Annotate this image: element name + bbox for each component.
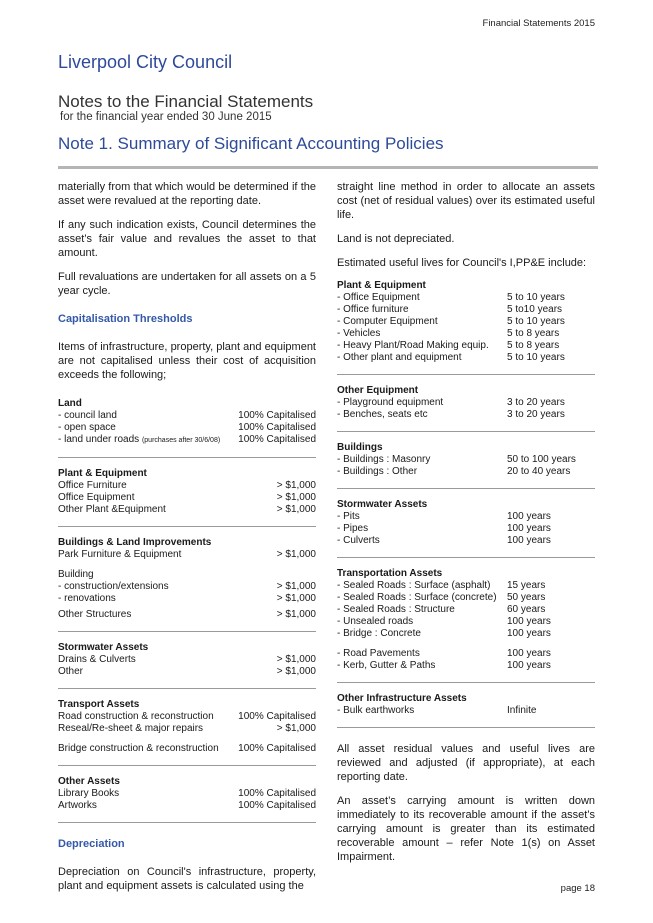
divider [337, 374, 595, 375]
row-label: - Unsealed roads [337, 616, 414, 627]
row-value: 3 to 20 years [507, 409, 565, 420]
row-label: Other [58, 666, 84, 677]
table-row [337, 328, 595, 340]
row-label: - Bulk earthworks [337, 705, 415, 716]
row-value: 15 years [507, 580, 546, 591]
roads-label: - land under roads [58, 434, 140, 445]
row-value: Infinite [507, 705, 537, 716]
stormwater-table [58, 642, 316, 678]
row-label: - Office Equipment [337, 292, 420, 303]
row-value: 100 years [507, 648, 551, 659]
row-value: > $1,000 [276, 593, 316, 604]
row-label: - Kerb, Gutter & Paths [337, 660, 436, 671]
table-row [337, 580, 595, 592]
row-label: - Buildings : Other [337, 466, 418, 477]
table-row [337, 304, 595, 316]
row-label: Bridge construction & reconstruction [58, 743, 219, 754]
table-row [58, 504, 316, 516]
table-title: Other Equipment [337, 385, 419, 396]
left-column [58, 180, 316, 903]
row-value: 60 years [507, 604, 546, 615]
row-value: 100 years [507, 523, 551, 534]
plant-table [58, 468, 316, 516]
row-value: 5 to10 years [507, 304, 563, 315]
row-value: 100 years [507, 535, 551, 546]
table-title: Buildings [337, 442, 383, 453]
row-value: 100 years [507, 628, 551, 639]
row-label: - Pits [337, 511, 360, 522]
table-title: Stormwater Assets [58, 642, 149, 653]
row-value: 100 years [507, 616, 551, 627]
table-row [58, 743, 316, 755]
table-row [58, 723, 316, 735]
capitalisation-heading: Capitalisation Thresholds [58, 313, 193, 325]
row-label: - Playground equipment [337, 397, 444, 408]
paragraph: Depreciation on Council's infrastructure, property, plant and equipment assets is calculated using the [58, 866, 316, 892]
land-table [58, 398, 316, 447]
row-value: 100 years [507, 511, 551, 522]
table-row [58, 593, 316, 605]
table-row [58, 569, 316, 581]
table-row [58, 800, 316, 812]
row-label: Library Books [58, 788, 120, 799]
row-value: 100% Capitalised [238, 800, 316, 811]
divider [337, 431, 595, 432]
table-title: Plant & Equipment [58, 468, 147, 479]
row-value: > $1,000 [276, 492, 316, 503]
row-label [58, 434, 220, 447]
row-label: Drains & Culverts [58, 654, 136, 665]
roads-note: (purchases after 30/6/08) [141, 437, 221, 444]
table-row [58, 654, 316, 666]
row-value: > $1,000 [276, 666, 316, 677]
row-label: Road construction & reconstruction [58, 711, 214, 722]
other-assets-table [58, 776, 316, 812]
council-name: Liverpool City Council [58, 52, 233, 72]
table-row [58, 549, 316, 561]
paragraph: Full revaluations are undertaken for all assets on a 5 year cycle. [58, 271, 316, 297]
row-value: 100% Capitalised [238, 743, 316, 754]
divider [58, 765, 316, 766]
table-row [58, 711, 316, 723]
table-row [337, 604, 595, 616]
paragraph: If any such indication exists, Council determines the asset’s fair value and revalues the asset to that amount. [58, 219, 316, 259]
note-heading: Note 1. Summary of Significant Accounting Policies [58, 134, 444, 153]
paragraph: An asset’s carrying amount is written down immediately to its recoverable amount if the asset’s carrying amount is greater than its estimated recoverable amount – refer Note 1(s) on Asset Impairment. [337, 795, 595, 863]
other-equipment-table [337, 385, 595, 421]
table-row [337, 648, 595, 660]
row-value: > $1,000 [276, 504, 316, 515]
table-row [337, 466, 595, 478]
notes-title: Notes to the Financial Statements [58, 92, 314, 111]
table-row [337, 523, 595, 535]
row-label: - Sealed Roads : Structure [337, 604, 455, 615]
table-title: Other Infrastructure Assets [337, 693, 467, 704]
row-label: - renovations [58, 593, 116, 604]
stormwater-lives-table [337, 499, 595, 547]
row-value: > $1,000 [276, 581, 316, 592]
row-label: - Heavy Plant/Road Making equip. [337, 340, 489, 351]
transport-table [58, 699, 316, 755]
table-title: Transport Assets [58, 699, 140, 710]
table-row [337, 616, 595, 628]
row-value: 100% Capitalised [238, 434, 316, 445]
row-value: > $1,000 [276, 609, 316, 620]
paragraph: All asset residual values and useful lives are reviewed and adjusted (if appropriate), at each reporting date. [337, 743, 595, 783]
row-value: > $1,000 [276, 723, 316, 734]
document-title: Financial Statements 2015 [482, 18, 595, 29]
row-value: 5 to 8 years [507, 340, 560, 351]
row-label: - open space [58, 422, 116, 433]
table-row [337, 316, 595, 328]
divider [58, 631, 316, 632]
paragraph: Land is not depreciated. [337, 233, 455, 245]
page-number: page 18 [560, 883, 595, 894]
row-value: 100 years [507, 660, 551, 671]
row-label: Other Plant &Equipment [58, 504, 166, 515]
divider [337, 488, 595, 489]
row-label: - Sealed Roads : Surface (asphalt) [337, 580, 491, 591]
row-label: - Other plant and equipment [337, 352, 462, 363]
row-label: - Bridge : Concrete [337, 628, 421, 639]
row-value: 100% Capitalised [238, 422, 316, 433]
row-label: - Pipes [337, 523, 369, 534]
table-row [58, 434, 316, 447]
table-row [58, 609, 316, 621]
row-value: 5 to 10 years [507, 316, 565, 327]
row-value: 50 to 100 years [507, 454, 576, 465]
table-title: Transportation Assets [337, 568, 443, 579]
table-title: Stormwater Assets [337, 499, 428, 510]
depreciation-heading: Depreciation [58, 838, 125, 850]
divider [58, 526, 316, 527]
table-row [337, 535, 595, 547]
paragraph: materially from that which would be determined if the asset were revalued at the reporting date. [58, 181, 316, 207]
table-row [58, 788, 316, 800]
table-title: Buildings & Land Improvements [58, 537, 212, 548]
row-label: - Road Pavements [337, 648, 420, 659]
row-label: Artworks [58, 800, 97, 811]
row-value: 20 to 40 years [507, 466, 571, 477]
buildings-lives-table [337, 442, 595, 478]
row-label: Other Structures [58, 609, 132, 620]
row-value: > $1,000 [276, 549, 316, 560]
paragraph: Estimated useful lives for Council's I,PP&E include: [337, 257, 587, 269]
table-row [337, 340, 595, 352]
table-row [337, 292, 595, 304]
table-row [337, 705, 595, 717]
row-label: Office Furniture [58, 480, 127, 491]
table-row [58, 480, 316, 492]
row-label: - Sealed Roads : Surface (concrete) [337, 592, 497, 603]
divider [337, 682, 595, 683]
row-value: 5 to 10 years [507, 292, 565, 303]
divider [58, 688, 316, 689]
table-title: Other Assets [58, 776, 120, 787]
table-row [337, 409, 595, 421]
table-row [58, 410, 316, 422]
row-value: 50 years [507, 592, 546, 603]
table-row [337, 660, 595, 672]
paragraph: Items of infrastructure, property, plant and equipment are not capitalised unless their cost of acquisition exceeds the following; [58, 341, 316, 381]
row-label: - council land [58, 410, 117, 421]
row-value: > $1,000 [276, 654, 316, 665]
row-label: - Office furniture [337, 304, 409, 315]
table-row [337, 454, 595, 466]
header-divider [58, 166, 598, 169]
row-label: - Buildings : Masonry [337, 454, 431, 465]
row-label: - construction/extensions [58, 581, 169, 592]
divider [337, 727, 595, 728]
right-column [337, 180, 595, 874]
buildings-table [58, 537, 316, 621]
divider [58, 822, 316, 823]
paragraph: straight line method in order to allocate an assets cost (net of residual values) over its estimated useful life. [337, 181, 595, 221]
row-value: > $1,000 [276, 480, 316, 491]
table-row [58, 492, 316, 504]
table-title: Land [58, 398, 82, 409]
transportation-lives-table [337, 568, 595, 672]
row-label: - Computer Equipment [337, 316, 438, 327]
row-label: Building [58, 569, 94, 580]
divider [58, 457, 316, 458]
table-row [337, 352, 595, 364]
row-value: 3 to 20 years [507, 397, 565, 408]
row-label: - Vehicles [337, 328, 381, 339]
table-row [337, 628, 595, 640]
table-row [58, 581, 316, 593]
other-infrastructure-table [337, 693, 595, 717]
row-label: Office Equipment [58, 492, 135, 503]
row-label: Park Furniture & Equipment [58, 549, 182, 560]
table-row [337, 397, 595, 409]
row-value: 5 to 8 years [507, 328, 560, 339]
table-title: Plant & Equipment [337, 280, 426, 291]
row-value: 5 to 10 years [507, 352, 565, 363]
row-label: Reseal/Re-sheet & major repairs [58, 723, 204, 734]
plant-lives-table [337, 280, 595, 364]
row-value: 100% Capitalised [238, 788, 316, 799]
table-row [58, 666, 316, 678]
row-value: 100% Capitalised [238, 711, 316, 722]
row-label: - Benches, seats etc [337, 409, 428, 420]
notes-subtitle: for the financial year ended 30 June 2015 [60, 111, 272, 123]
divider [337, 557, 595, 558]
table-row [337, 592, 595, 604]
row-label: - Culverts [337, 535, 380, 546]
row-value: 100% Capitalised [238, 410, 316, 421]
table-row [337, 511, 595, 523]
table-row [58, 422, 316, 434]
